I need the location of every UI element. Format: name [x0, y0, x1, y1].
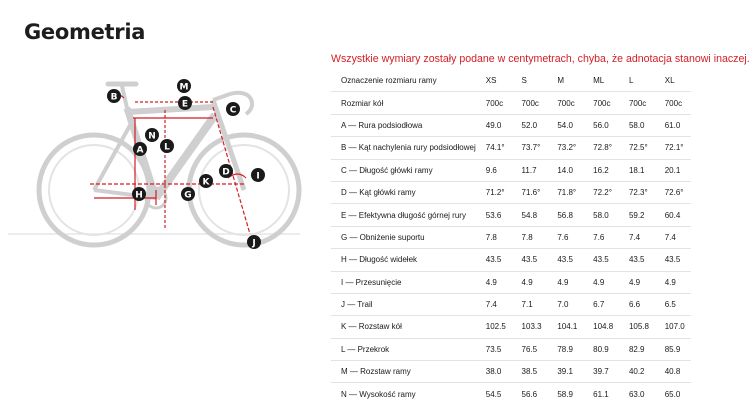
table-cell: 72.8° — [583, 137, 619, 159]
table-cell: 6.6 — [619, 293, 655, 315]
header-size-label: Oznaczenie rozmiaru ramy — [341, 76, 437, 86]
table-cell: 700c — [476, 92, 512, 114]
table-cell: 104.1 — [547, 316, 583, 338]
row-label: B — Kąt nachylenia rury podsiodłowej — [331, 137, 476, 159]
table-row — [331, 361, 691, 383]
table-row — [331, 114, 691, 136]
table-cell: 6.5 — [655, 293, 691, 315]
table-cell: 72.1° — [655, 137, 691, 159]
table-cell: 4.9 — [476, 271, 512, 293]
table-cell: 71.2° — [476, 181, 512, 203]
table-cell: 4.9 — [583, 271, 619, 293]
table-row — [331, 293, 691, 315]
bike-silhouette — [8, 84, 300, 245]
table-cell: 6.7 — [583, 293, 619, 315]
table-row — [331, 338, 691, 360]
table-cell: 73.7° — [512, 137, 548, 159]
svg-text:D: D — [222, 167, 230, 178]
table-cell: 73.2° — [547, 137, 583, 159]
table-cell: 40.2 — [619, 361, 655, 383]
table-cell: 53.6 — [476, 204, 512, 226]
table-cell: 82.9 — [619, 338, 655, 360]
table-cell: 40.8 — [655, 361, 691, 383]
row-label: E — Efektywna długość górnej rury — [331, 204, 476, 226]
marker-l — [160, 139, 174, 153]
table-cell: 63.0 — [619, 383, 655, 405]
marker-j — [247, 235, 261, 249]
table-cell: 20.1 — [655, 159, 691, 181]
svg-text:C: C — [229, 105, 237, 116]
table-body — [331, 92, 691, 405]
svg-text:K: K — [202, 177, 210, 188]
table-cell: 7.0 — [547, 293, 583, 315]
table-cell: 85.9 — [655, 338, 691, 360]
marker-i — [251, 168, 265, 182]
table-cell: 107.0 — [655, 316, 691, 338]
page-title: Geometria — [24, 20, 146, 44]
table-cell: 4.9 — [547, 271, 583, 293]
row-label: I — Przesunięcie — [331, 271, 476, 293]
row-label: G — Obniżenie suportu — [331, 226, 476, 248]
svg-text:J: J — [252, 238, 256, 249]
table-cell: 72.3° — [619, 181, 655, 203]
table-cell: 72.6° — [655, 181, 691, 203]
table-cell: 56.0 — [583, 114, 619, 136]
table-cell: 60.4 — [655, 204, 691, 226]
table-cell: 7.4 — [476, 293, 512, 315]
table-cell: 39.1 — [547, 361, 583, 383]
size-column-header: L — [628, 76, 634, 86]
table-cell: 7.8 — [476, 226, 512, 248]
svg-text:L: L — [164, 142, 170, 153]
table-cell: 700c — [547, 92, 583, 114]
table-cell: 71.6° — [512, 181, 548, 203]
row-label: Rozmiar kół — [331, 92, 476, 114]
row-label: J — Trail — [331, 293, 476, 315]
svg-text:A: A — [136, 145, 144, 156]
table-cell: 14.0 — [547, 159, 583, 181]
table-cell: 61.0 — [655, 114, 691, 136]
table-row — [331, 159, 691, 181]
table-cell: 61.1 — [583, 383, 619, 405]
row-label: C — Długość główki ramy — [331, 159, 476, 181]
table-cell: 4.9 — [512, 271, 548, 293]
table-cell: 43.5 — [583, 249, 619, 271]
table-cell: 7.4 — [619, 226, 655, 248]
table-cell: 65.0 — [655, 383, 691, 405]
marker-c — [226, 102, 240, 116]
table-cell: 105.8 — [619, 316, 655, 338]
table-cell: 78.9 — [547, 338, 583, 360]
svg-text:I: I — [256, 171, 260, 182]
table-cell: 7.1 — [512, 293, 548, 315]
table-cell: 7.4 — [655, 226, 691, 248]
table-header-row — [331, 70, 691, 92]
table-row — [331, 249, 691, 271]
table-cell: 4.9 — [655, 271, 691, 293]
geometry-table — [331, 70, 691, 405]
table-row — [331, 316, 691, 338]
table-cell: 11.7 — [512, 159, 548, 181]
table-cell: 73.5 — [476, 338, 512, 360]
table-row — [331, 92, 691, 114]
row-label: D — Kąt główki ramy — [331, 181, 476, 203]
table-cell: 58.9 — [547, 383, 583, 405]
marker-k — [199, 174, 213, 188]
marker-d — [219, 164, 233, 178]
table-cell: 700c — [583, 92, 619, 114]
svg-text:E: E — [181, 99, 189, 110]
table-cell: 43.5 — [476, 249, 512, 271]
table-cell: 38.5 — [512, 361, 548, 383]
table-cell: 103.3 — [512, 316, 548, 338]
table-cell: 43.5 — [655, 249, 691, 271]
marker-a — [133, 142, 147, 156]
table-cell: 74.1° — [476, 137, 512, 159]
table-cell: 54.5 — [476, 383, 512, 405]
table-cell: 102.5 — [476, 316, 512, 338]
table-cell: 58.0 — [619, 114, 655, 136]
table-cell: 9.6 — [476, 159, 512, 181]
table-cell: 71.8° — [547, 181, 583, 203]
table-row — [331, 226, 691, 248]
row-label: M — Rozstaw ramy — [331, 361, 476, 383]
table-cell: 49.0 — [476, 114, 512, 136]
table-cell: 700c — [512, 92, 548, 114]
table-cell: 54.0 — [547, 114, 583, 136]
table-cell: 56.8 — [547, 204, 583, 226]
table-cell: 72.2° — [583, 181, 619, 203]
size-column-header: S — [521, 76, 527, 86]
table-cell: 18.1 — [619, 159, 655, 181]
units-notice: Wszystkie wymiary zostały podane w centymetrach, chyba, że adnotacja stanowi inaczej. — [331, 53, 750, 65]
svg-text:N: N — [148, 131, 156, 142]
table-cell: 80.9 — [583, 338, 619, 360]
table-cell: 700c — [619, 92, 655, 114]
size-column-header: XS — [485, 76, 497, 86]
table-cell: 43.5 — [512, 249, 548, 271]
table-cell: 76.5 — [512, 338, 548, 360]
table-cell: 39.7 — [583, 361, 619, 383]
row-label: N — Wysokość ramy — [331, 383, 476, 405]
svg-text:B: B — [110, 92, 118, 103]
table-cell: 72.5° — [619, 137, 655, 159]
row-label: A — Rura podsiodłowa — [331, 114, 476, 136]
table-cell: 700c — [655, 92, 691, 114]
size-column-header: M — [557, 76, 565, 86]
table-cell: 4.9 — [619, 271, 655, 293]
table-row — [331, 271, 691, 293]
table-cell: 52.0 — [512, 114, 548, 136]
table-cell: 43.5 — [619, 249, 655, 271]
marker-m — [177, 79, 191, 93]
table-cell: 59.2 — [619, 204, 655, 226]
marker-n — [145, 128, 159, 142]
size-column-header: ML — [593, 76, 605, 86]
table-cell: 7.8 — [512, 226, 548, 248]
row-label: K — Rozstaw kół — [331, 316, 476, 338]
table-cell: 58.0 — [583, 204, 619, 226]
svg-text:H: H — [135, 190, 143, 201]
row-label: H — Długość widełek — [331, 249, 476, 271]
bike-geometry-drawing — [0, 70, 330, 260]
table-cell: 56.6 — [512, 383, 548, 405]
row-label: L — Przekrok — [331, 338, 476, 360]
table-cell: 7.6 — [583, 226, 619, 248]
size-column-header: XL — [664, 76, 675, 86]
table-cell: 16.2 — [583, 159, 619, 181]
marker-g — [181, 187, 195, 201]
marker-h — [132, 187, 146, 201]
table-cell: 104.8 — [583, 316, 619, 338]
table-cell: 38.0 — [476, 361, 512, 383]
table-cell: 54.8 — [512, 204, 548, 226]
table-cell: 43.5 — [547, 249, 583, 271]
table-cell: 7.6 — [547, 226, 583, 248]
marker-e — [178, 96, 192, 110]
table-row — [331, 204, 691, 226]
svg-text:G: G — [184, 190, 192, 201]
table-row — [331, 181, 691, 203]
marker-b — [107, 89, 121, 103]
svg-text:M: M — [179, 82, 189, 93]
table-row — [331, 137, 691, 159]
geometry-diagram — [0, 70, 330, 260]
table-row — [331, 383, 691, 405]
